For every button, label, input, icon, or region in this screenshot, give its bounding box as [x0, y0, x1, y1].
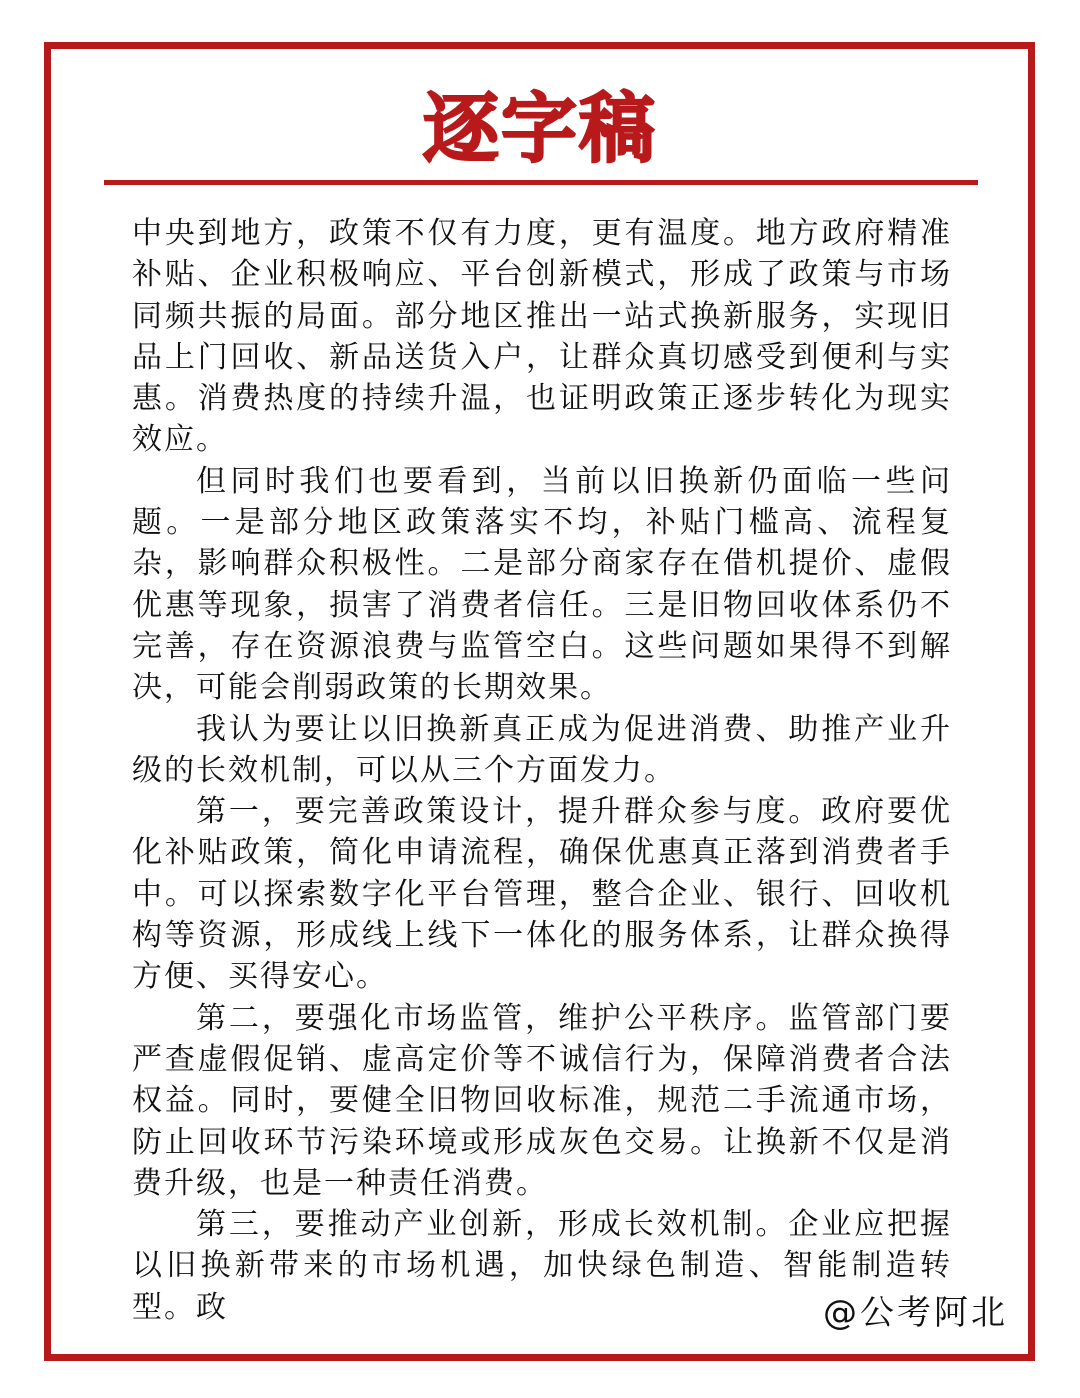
author-signature: @公考阿北	[823, 1293, 1008, 1333]
paragraph: 第一，要完善政策设计，提升群众参与度。政府要优化补贴政策，简化申请流程，确保优惠真正落到消费者手中。可以探索数字化平台管理，整合企业、银行、回收机构等资源，形成线上线下一体化的服务体系，让群众换得方便、买得安心。	[132, 794, 952, 995]
paragraph: 我认为要让以旧换新真正成为促进消费、助推产业升级的长效机制，可以从三个方面发力。	[132, 711, 952, 788]
paragraph: 第二，要强化市场监管，维护公平秩序。监管部门要严查虚假促销、虚高定价等不诚信行为，保障消费者合法权益。同时，要健全旧物回收标准，规范二手流通市场，防止回收环节污染环境或形成灰色交易。让换新不仅是消费升级，也是一种责任消费。	[132, 1000, 952, 1201]
transcript-body	[132, 213, 952, 1328]
paragraph: 但同时我们也要看到，当前以旧换新仍面临一些问题。一是部分地区政策落实不均，补贴门槛高、流程复杂，影响群众积极性。二是部分商家存在借机提价、虚假优惠等现象，损害了消费者信任。三是旧物回收体系仍不完善，存在资源浪费与监管空白。这些问题如果得不到解决，可能会削弱政策的长期效果。	[132, 463, 952, 706]
title-divider	[104, 180, 978, 185]
paragraph: 中央到地方，政策不仅有力度，更有温度。地方政府精准补贴、企业积极响应、平台创新模式，形成了政策与市场同频共振的局面。部分地区推出一站式换新服务，实现旧品上门回收、新品送货入户，让群众真切感受到便利与实惠。消费热度的持续升温，也证明政策正逐步转化为现实效应。	[132, 216, 952, 458]
page-title: 逐字稿	[423, 84, 657, 173]
paragraph: 第三，要推动产业创新，形成长效机制。企业应把握以旧换新带来的市场机遇，加快绿色制造、智能制造转型。政	[132, 1207, 952, 1325]
